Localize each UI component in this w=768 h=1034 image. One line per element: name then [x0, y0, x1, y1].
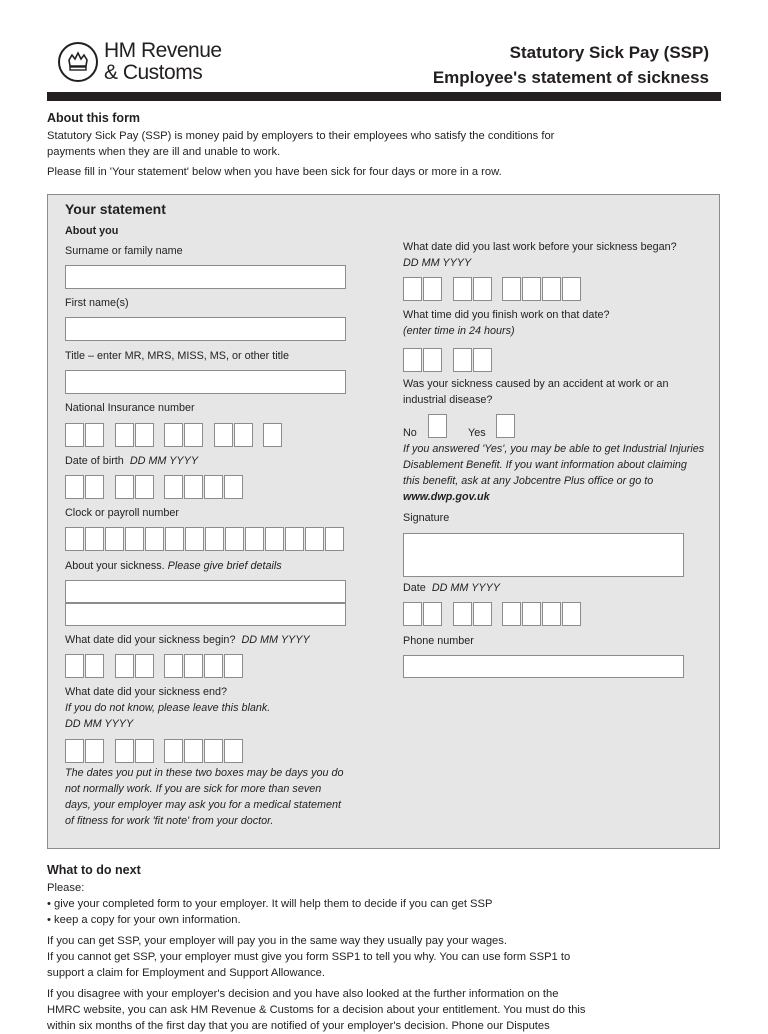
time-box[interactable]	[473, 348, 492, 372]
ni-label: National Insurance number	[65, 402, 195, 414]
dwp-link[interactable]: www.dwp.gov.uk	[403, 491, 490, 503]
date-box[interactable]	[522, 277, 541, 301]
date-box[interactable]	[85, 739, 104, 763]
date-box[interactable]	[184, 475, 203, 499]
next-para2-2: HMRC website, you can ask HM Revenue & Customs for a decision about your entitlement. You must do this	[47, 1004, 586, 1016]
finish-time-label: What time did you finish work on that date?	[403, 309, 610, 321]
ni-box[interactable]	[263, 423, 282, 447]
accident-label-2: industrial disease?	[403, 394, 493, 406]
dob-label: Date of birth	[65, 455, 124, 467]
last-work-label: What date did you last work before your sickness began?	[403, 241, 677, 253]
surname-field[interactable]	[65, 265, 346, 289]
date-box[interactable]	[562, 602, 581, 626]
statement-heading: Your statement	[65, 201, 166, 217]
date-box[interactable]	[403, 602, 422, 626]
title-field[interactable]	[65, 370, 346, 394]
firstname-field[interactable]	[65, 317, 346, 341]
sign-date-hint: DD MM YYYY	[431, 582, 501, 594]
date-box[interactable]	[85, 654, 104, 678]
dates-note-3: days, your employer may ask you for a medical statement	[65, 799, 342, 811]
payroll-box[interactable]	[225, 527, 244, 551]
ni-box[interactable]	[214, 423, 233, 447]
dob-label-row	[65, 453, 198, 469]
crown-crest-icon	[58, 42, 98, 82]
end-label: What date did your sickness end?	[65, 686, 228, 698]
date-box[interactable]	[65, 739, 84, 763]
signature-label: Signature	[403, 512, 450, 524]
last-work-hint: DD MM YYYY	[403, 257, 472, 269]
phone-label: Phone number	[403, 635, 474, 647]
date-box[interactable]	[184, 739, 203, 763]
no-label: No	[403, 427, 417, 439]
form-title-line-1: Statutory Sick Pay (SSP)	[509, 43, 709, 62]
surname-label: Surname or family name	[65, 245, 183, 257]
hmrc-logo-text	[104, 40, 222, 84]
payroll-label: Clock or payroll number	[65, 507, 180, 519]
sickness-label-row	[65, 558, 282, 574]
payroll-box[interactable]	[145, 527, 164, 551]
next-para1-2: If you cannot get SSP, your employer must give you form SSP1 to tell you why. You can use form SSP1 to	[47, 951, 571, 963]
date-box[interactable]	[522, 602, 541, 626]
header-rule	[47, 92, 721, 101]
ni-box[interactable]	[85, 423, 104, 447]
accident-label-1: Was your sickness caused by an accident at work or an	[403, 378, 669, 390]
about-heading: About this form	[47, 111, 141, 125]
next-para2-3: within six months of the first day that you are notified of your employer's decision. Phone our Disputes	[47, 1020, 550, 1032]
dates-note-1: The dates you put in these two boxes may be days you do	[65, 767, 344, 779]
next-bullet-2: • keep a copy for your own information.	[47, 912, 241, 928]
title-label: Title – enter MR, MRS, MISS, MS, or other title	[65, 350, 289, 362]
time-box[interactable]	[423, 348, 442, 372]
payroll-box[interactable]	[125, 527, 144, 551]
yes-note-3: this benefit, ask at any Jobcentre Plus office or go to	[403, 475, 654, 487]
payroll-box[interactable]	[185, 527, 204, 551]
dates-note-2: not normally work. If you are sick for more than seven	[65, 783, 322, 795]
date-box[interactable]	[135, 739, 154, 763]
payroll-box[interactable]	[305, 527, 324, 551]
about-para-line-2: payments when they are ill and unable to work.	[47, 146, 281, 158]
time-box[interactable]	[403, 348, 422, 372]
yes-checkbox[interactable]	[496, 414, 515, 438]
begin-label-row	[65, 632, 310, 648]
payroll-box[interactable]	[165, 527, 184, 551]
date-box[interactable]	[224, 475, 243, 499]
date-box[interactable]	[502, 602, 521, 626]
dob-hint: DD MM YYYY	[129, 455, 199, 467]
ni-box[interactable]	[184, 423, 203, 447]
form-title-line-2: Employee's statement of sickness	[432, 68, 709, 87]
begin-label: What date did your sickness begin?	[65, 634, 236, 646]
yes-note-2: Disablement Benefit. If you want information about claiming	[403, 459, 687, 471]
sign-date-label-row	[403, 580, 500, 596]
form-title	[433, 40, 709, 90]
date-box[interactable]	[473, 602, 492, 626]
date-box[interactable]	[204, 739, 223, 763]
date-box[interactable]	[453, 277, 472, 301]
date-box[interactable]	[502, 277, 521, 301]
date-box[interactable]	[115, 475, 134, 499]
date-box[interactable]	[135, 475, 154, 499]
end-hint-1: If you do not know, please leave this blank.	[65, 702, 271, 714]
sickness-hint: Please give brief details	[167, 560, 282, 572]
ni-box[interactable]	[135, 423, 154, 447]
date-box[interactable]	[204, 475, 223, 499]
ni-box[interactable]	[115, 423, 134, 447]
next-please: Please:	[47, 882, 85, 894]
next-para2-1: If you disagree with your employer's decision and you have also looked at the further information on the	[47, 988, 559, 1000]
date-box[interactable]	[542, 602, 561, 626]
finish-time-hint: (enter time in 24 hours)	[403, 325, 515, 337]
date-box[interactable]	[204, 654, 223, 678]
logo-line-2: & Customs	[104, 61, 203, 84]
dates-note-4: of fitness for work 'fit note' from your doctor.	[65, 815, 274, 827]
date-box[interactable]	[423, 277, 442, 301]
date-box[interactable]	[562, 277, 581, 301]
payroll-box[interactable]	[285, 527, 304, 551]
about-you-heading: About you	[65, 225, 119, 237]
next-para1-3: support a claim for Employment and Support Allowance.	[47, 967, 325, 979]
date-box[interactable]	[115, 654, 134, 678]
yes-note-1: If you answered 'Yes', you may be able to get Industrial Injuries	[403, 443, 705, 455]
ni-box[interactable]	[164, 423, 183, 447]
about-para-2: Please fill in 'Your statement' below when you have been sick for four days or more in a row.	[47, 166, 502, 178]
begin-hint: DD MM YYYY	[241, 634, 310, 646]
date-box[interactable]	[135, 654, 154, 678]
ni-box[interactable]	[65, 423, 84, 447]
date-box[interactable]	[115, 739, 134, 763]
sickness-details-line-2[interactable]	[65, 603, 346, 626]
date-box[interactable]	[473, 277, 492, 301]
sickness-label: About your sickness.	[65, 560, 165, 572]
payroll-box[interactable]	[65, 527, 84, 551]
date-box[interactable]	[65, 475, 84, 499]
yes-label: Yes	[468, 427, 486, 439]
date-box[interactable]	[85, 475, 104, 499]
no-checkbox[interactable]	[428, 414, 447, 438]
payroll-box[interactable]	[105, 527, 124, 551]
logo-line-1: HM Revenue	[104, 39, 222, 62]
date-box[interactable]	[224, 739, 243, 763]
date-box[interactable]	[542, 277, 561, 301]
date-box[interactable]	[164, 654, 183, 678]
payroll-box[interactable]	[205, 527, 224, 551]
date-box[interactable]	[403, 277, 422, 301]
payroll-box[interactable]	[245, 527, 264, 551]
signature-field[interactable]	[403, 533, 684, 577]
date-box[interactable]	[164, 475, 183, 499]
payroll-box[interactable]	[325, 527, 344, 551]
payroll-box[interactable]	[85, 527, 104, 551]
phone-field[interactable]	[403, 655, 684, 678]
date-box[interactable]	[224, 654, 243, 678]
date-box[interactable]	[164, 739, 183, 763]
sign-date-label: Date	[403, 582, 426, 594]
payroll-box[interactable]	[265, 527, 284, 551]
date-box[interactable]	[453, 602, 472, 626]
date-box[interactable]	[184, 654, 203, 678]
date-box[interactable]	[65, 654, 84, 678]
next-bullet-1: • give your completed form to your employer. It will help them to decide if you can get SSP	[47, 896, 492, 912]
date-box[interactable]	[423, 602, 442, 626]
ni-box[interactable]	[234, 423, 253, 447]
sickness-details-line-1[interactable]	[65, 580, 346, 603]
next-para1-1: If you can get SSP, your employer will pay you in the same way they usually pay your wages.	[47, 935, 507, 947]
firstname-label: First name(s)	[65, 297, 129, 309]
about-para-line-1: Statutory Sick Pay (SSP) is money paid by employers to their employees who satisfy the conditions for	[47, 130, 555, 142]
time-box[interactable]	[453, 348, 472, 372]
end-hint-2: DD MM YYYY	[65, 718, 134, 730]
next-heading: What to do next	[47, 863, 141, 877]
